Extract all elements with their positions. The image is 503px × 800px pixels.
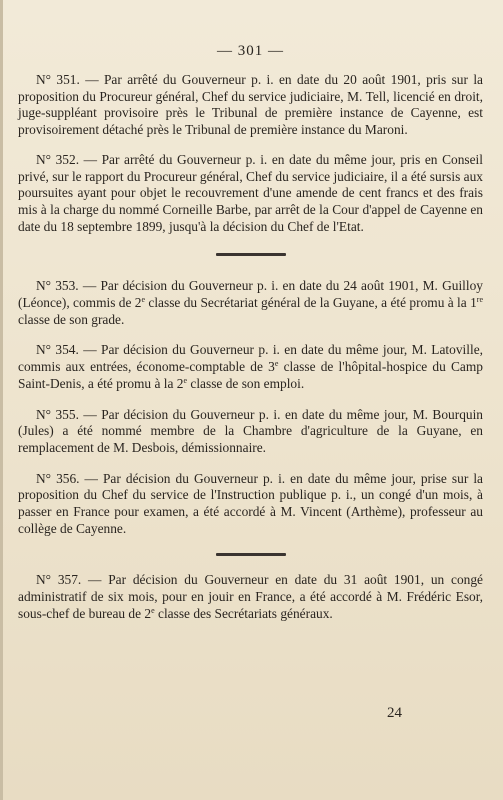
entry-354-text-a: N° 354. — Par décision du Gouverneur p. i. en date du même jour, M. Latoville, commis aux entrées, économe-comptable de 3: [18, 342, 483, 375]
spacer: [18, 457, 483, 471]
superscript: e: [274, 359, 279, 369]
entry-351-text: N° 351. — Par arrêté du Gouverneur p. i. en date du 20 août 1901, pris sur la proposition du Procureur général, Chef du service judiciaire, M. Tell, licencié en droit, juge-suppléant provisoire près le Tribunal de première instance de Cayenne, est provisoirement détaché près le Tribunal de première instance du Maroni.: [18, 72, 483, 138]
entry-352: [18, 152, 483, 236]
entry-353: [18, 278, 483, 328]
section-divider: [216, 253, 286, 256]
entry-356-text: N° 356. — Par décision du Gouverneur p. i. en date du même jour, prise sur la proposition du Chef du service de l'Instruction publique p. i., un congé d'un mois, à passer en France pour examen, a été accordé à M. Vincent (Arthème), professeur au collège de Cayenne.: [18, 470, 483, 536]
entry-352-text: N° 352. — Par arrêté du Gouverneur p. i. en date du même jour, pris en Conseil privé, sur le rapport du Procureur général, Chef du service judiciaire, il a été sursis aux poursuites ayant pour objet le recouvrement d'une amende de cent francs et des frais mis à la charge du nommé Corneille Barbe, par arrêt de la Cour d'appel de Cayenne en date du 18 septembre 1899, jusqu'à la décision du Chef de l'Etat.: [18, 151, 483, 234]
entry-353-text-b: classe du Secrétariat général de la Guyane, a été promu à la 1: [145, 295, 477, 311]
entry-357-text-b: classe des Secrétariats généraux.: [154, 605, 333, 621]
entry-357-text-a: N° 357. — Par décision du Gouverneur en date du 31 août 1901, un congé administratif de six mois, pour en jouir en France, a été accordé à M. Frédéric Esor, sous-chef de bureau de 2: [18, 572, 483, 621]
spacer: [18, 393, 483, 407]
spacer: [18, 328, 483, 342]
entry-355-text: N° 355. — Par décision du Gouverneur p. i. en date du même jour, M. Bourquin (Jules) a été nommé membre de la Chambre d'agriculture de la Guyane, en remplacement de M. Desbois, démissionnaire.: [18, 406, 483, 455]
superscript: re: [476, 295, 483, 305]
entry-353-text-a: N° 353. — Par décision du Gouverneur p. i. en date du 24 août 1901, M. Guilloy (Léonce), commis de 2: [18, 278, 483, 311]
spacer: [18, 139, 483, 152]
entry-354-text-c: classe de son emploi.: [187, 375, 305, 391]
superscript: e: [141, 295, 146, 305]
entry-357: [18, 572, 483, 622]
entry-354-text-b: classe de l'hôpital-hospice du Camp Saint-Denis, a été promu à la 2: [18, 359, 483, 391]
entry-355: [18, 407, 483, 457]
superscript: e: [183, 375, 188, 385]
section-divider: [216, 553, 286, 556]
entry-356: [18, 471, 483, 538]
signature-mark: 24: [387, 705, 402, 721]
entry-353-text-c: classe de son grade.: [18, 311, 125, 327]
entry-351: [18, 72, 483, 139]
entry-354: [18, 342, 483, 392]
page-number: — 301 —: [217, 43, 284, 59]
page-edge: [0, 0, 3, 800]
superscript: e: [151, 605, 155, 615]
